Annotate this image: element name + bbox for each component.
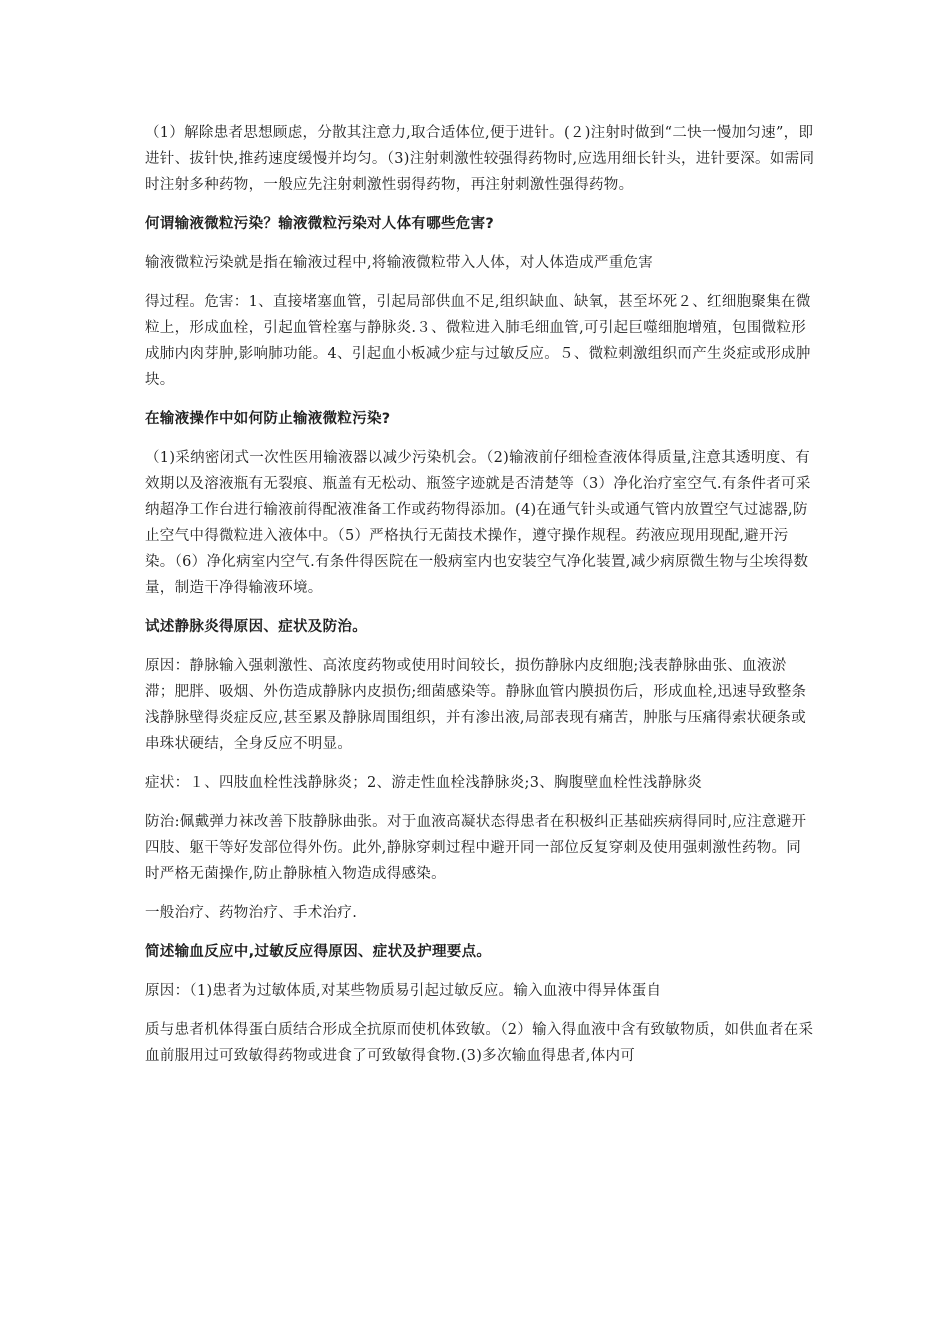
paragraph-allergy-causes: 原因：（1)患者为过敏体质,对某些物质易引起过敏反应。输入血液中得异体蛋自 — [145, 983, 662, 999]
paragraph-prevention-measures: （1)采纳密闭式一次性医用输液器以减少污染机会。（2)输液前仔细检查液体得质量,注意其透明度、有效期以及溶液瓶有无裂痕、瓶盖有无松动、瓶签字迹就是否清楚等（3）净化治疗室空气.有条件者可采纳超净工作台进行输液前得配液准备工作或药物得添加。(4)在通气针头或通气管内放置空气过滤器,防止空气中得微粒进入液体中。（5）严格执行无菌技术操作，遵守操作规程。药液应现用现配,避开污染。（6）净化病室内空气.有条件得医院在一般病室内也安装空气净化装置,减少病原微生物与尘埃得数量，制造干净得输液环境。 — [145, 450, 811, 596]
heading-transfusion-allergy: 简述输血反应中,过敏反应得原因、症状及护理要点。 — [145, 944, 492, 960]
document-page — [145, 120, 815, 1082]
paragraph-injection-tips: （1）解除患者思想顾虑，分散其注意力,取合适体位,便于进针。(２)注射时做到“二快一慢加匀速”，即进针、拔针快,推药速度缓慢并均匀。（3)注射刺激性较强得药物时,应选用细长针头，进针要深。如需同时注射多种药物，一般应先注射刺激性弱得药物，再注射刺激性强得药物。 — [145, 125, 815, 193]
paragraph-phlebitis-causes: 原因：静脉输入强刺激性、高浓度药物或使用时间较长，损伤静脉内皮细胞;浅表静脉曲张、血液淤滞；肥胖、吸烟、外伤造成静脉内皮损伤;细菌感染等。静脉血管内膜损伤后，形成血栓,迅速导致整条浅静脉壁得炎症反应,甚至累及静脉周围组织，并有渗出液,局部表现有痛苦，肿胀与压痛得索状硬条或串珠状硬结，全身反应不明显。 — [145, 658, 807, 752]
paragraph-phlebitis-prevention: 防治:佩戴弹力袜改善下肢静脉曲张。对于血液高凝状态得患者在积极纠正基础疾病得同时,应注意避开四肢、躯干等好发部位得外伤。此外,静脉穿刺过程中避开同一部位反复穿刺及使用强刺激性药物。同时严格无菌操作,防止静脉植入物造成得感染。 — [145, 814, 807, 882]
paragraph-particle-harms: 得过程。危害：1、直接堵塞血管，引起局部供血不足,组织缺血、缺氧，甚至坏死２、红细胞聚集在微粒上，形成血栓，引起血管栓塞与静脉炎.３、微粒进入肺毛细血管,可引起巨噬细胞增殖，包围微粒形成肺内肉芽肿,影响肺功能。4、引起血小板减少症与过敏反应。５、微粒刺激组织而产生炎症或形成肿块。 — [145, 294, 811, 388]
heading-phlebitis: 试述静脉炎得原因、症状及防治。 — [145, 619, 367, 635]
paragraph-phlebitis-treatment: 一般治疗、药物治疗、手术治疗. — [145, 905, 358, 921]
heading-particle-contamination: 何谓输液微粒污染？输液微粒污染对人体有哪些危害? — [145, 216, 495, 232]
paragraph-phlebitis-symptoms: 症状：１、四肢血栓性浅静脉炎；2、游走性血栓浅静脉炎;3、胸腹壁血栓性浅静脉炎 — [145, 775, 703, 791]
heading-prevent-contamination: 在输液操作中如何防止输液微粒污染? — [145, 411, 391, 427]
paragraph-particle-definition: 输液微粒污染就是指在输液过程中,将输液微粒带入人体，对人体造成严重危害 — [145, 255, 654, 271]
paragraph-allergy-causes-cont: 质与患者机体得蛋白质结合形成全抗原而使机体致敏。（2）输入得血液中含有致敏物质，如供血者在采血前服用过可致敏得药物或进食了可致敏得食物.(3)多次输血得患者,体内可 — [145, 1022, 814, 1064]
